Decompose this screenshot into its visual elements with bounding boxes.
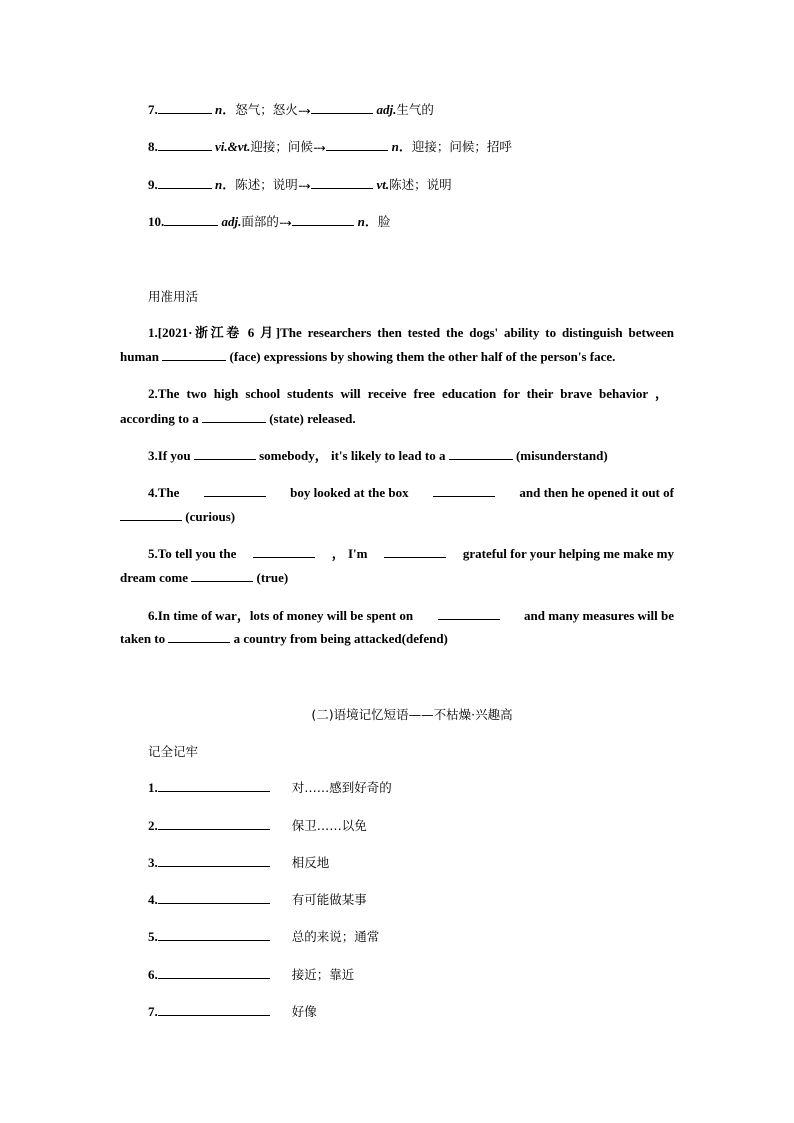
sentence-5-line-2: dream come (true) [120,570,289,585]
answer-blank[interactable] [438,607,500,620]
answer-blank[interactable] [158,101,212,114]
answer-blank[interactable] [311,176,373,189]
section-heading: 用准用活 [148,289,199,304]
answer-blank[interactable] [158,176,212,189]
answer-blank[interactable] [158,928,270,941]
answer-blank[interactable] [311,101,373,114]
sentence-4-line-1: 4.The boy looked at the box and then he opened it out of [148,485,674,500]
answer-blank[interactable] [202,410,266,423]
sentence-2-line-1: 2.The two high school students will receive free education for their brave behavior ， [148,386,668,401]
vocab-item-10: 10. adj.面部的⤏ n．脸 [148,214,391,229]
answer-blank[interactable] [433,484,495,497]
answer-blank[interactable] [158,1003,270,1016]
phrase-item: 1. 对……感到好奇的 [148,780,392,795]
answer-blank[interactable] [158,138,212,151]
answer-blank[interactable] [158,966,270,979]
sentence-1-line-2: human (face) expressions by showing them the other half of the person's face. [120,349,616,364]
sentence-5-line-1: 5.To tell you the ， I'm grateful for your helping me make my [148,546,674,561]
answer-blank[interactable] [326,138,388,151]
section-heading: 记全记牢 [148,744,199,759]
arrow-icon: ⤏ [279,216,292,229]
answer-blank[interactable] [164,213,218,226]
phrase-item: 5. 总的来说；通常 [148,929,380,944]
answer-blank[interactable] [204,484,266,497]
answer-blank[interactable] [120,508,182,521]
answer-blank[interactable] [253,545,315,558]
arrow-icon: ⤏ [298,179,311,192]
sentence-3: 3.If you somebody， it's likely to lead to a (misunderstand) [148,448,608,463]
answer-blank[interactable] [158,854,270,867]
vocab-item-9: 9. n．陈述；说明⤏ vt.陈述；说明 [148,177,452,192]
answer-blank[interactable] [384,545,446,558]
sentence-1-line-1: 1.[2021·浙江卷 6 月]The researchers then tested the dogs' ability to distinguish between [148,325,674,340]
phrase-item: 4. 有可能做某事 [148,892,367,907]
section-2-title: (二)语境记忆短语——不枯燥·兴趣高 [311,707,513,722]
sentence-6-line-1: 6.In time of war，lots of money will be spent on and many measures will be [148,608,674,623]
answer-blank[interactable] [191,569,253,582]
sentence-4-line-2: (curious) [120,508,235,525]
answer-blank[interactable] [158,779,270,792]
vocab-item-8: 8. vi.&vt.迎接；问候⤏ n．迎接；问候；招呼 [148,139,512,154]
phrase-item: 2. 保卫……以免 [148,818,367,833]
arrow-icon: ⤏ [298,104,311,117]
arrow-icon: ⤏ [313,141,326,154]
answer-blank[interactable] [194,447,256,460]
answer-blank[interactable] [158,817,270,830]
sentence-2-line-2: according to a (state) released. [120,411,356,426]
answer-blank[interactable] [449,447,513,460]
phrase-item: 3. 相反地 [148,855,330,870]
vocab-item-7: 7. n．怒气；怒火⤏ adj.生气的 [148,102,434,117]
answer-blank[interactable] [162,348,226,361]
phrase-item: 7. 好像 [148,1004,317,1019]
answer-blank[interactable] [292,213,354,226]
sentence-6-line-2: taken to a country from being attacked(defend) [120,631,448,646]
phrase-item: 6. 接近；靠近 [148,967,355,982]
answer-blank[interactable] [158,891,270,904]
answer-blank[interactable] [168,630,230,643]
